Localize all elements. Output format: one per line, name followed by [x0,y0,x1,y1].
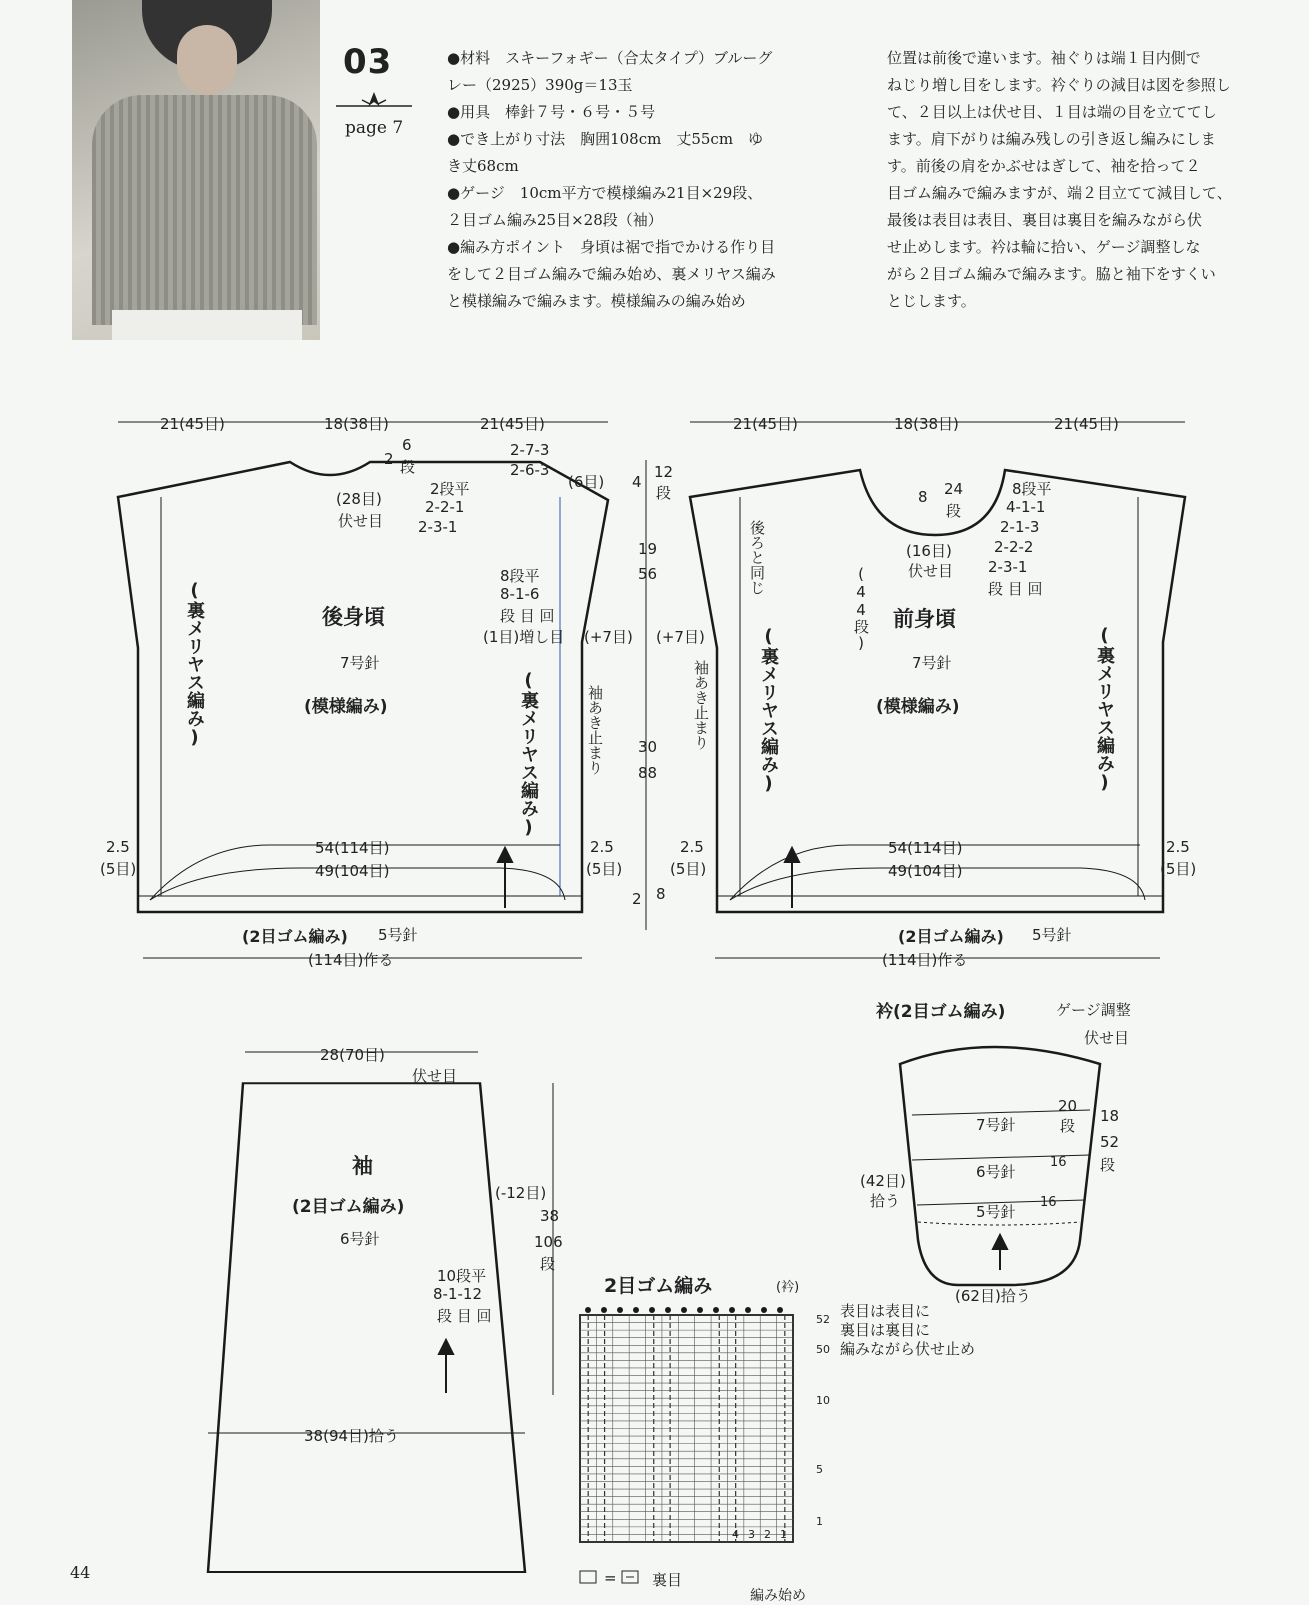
sleeve-top: 28(70目) [320,1046,385,1064]
back-rib-needle: 5号針 [378,926,418,944]
front-dim-mid: 18(38目) [894,415,959,433]
header-line: ねじり増し目をします。衿ぐりの減目は図を参照し [887,76,1231,94]
back-ura-left: (裏メリヤス編み) [184,580,205,748]
back-needle: 7号針 [340,654,380,672]
collar-r16a: 16 [1050,1155,1067,1170]
chart-title: 2目ゴム編み [604,1275,713,1297]
front-dec-3: 2-1-3 [1000,518,1040,536]
collar-pick42b: 拾う [870,1192,901,1210]
center-88: 88 [638,764,658,782]
header-line: ●編み方ポイント 身頃は裾で指でかける作り目 [447,238,776,256]
collar-needle-6: 6号針 [976,1163,1016,1181]
front-dec-5: 2-3-1 [988,558,1028,576]
back-cast: (114目)作る [308,951,394,969]
center-8: 8 [656,885,666,903]
chart-col-1: 1 [780,1528,787,1541]
front-dec-4: 2-2-2 [994,538,1034,556]
header-line: 位置は前後で違います。袖ぐりは端１目内側で [887,49,1201,67]
sleeve-dec-2: 8-1-12 [433,1285,482,1303]
back-neck-fuse: 伏せ目 [338,512,384,530]
sleeve-needle: 6号針 [340,1230,380,1248]
front-neck-dan: 段 [946,502,962,520]
sleeve-bottom: 38(94目)拾う [304,1427,399,1445]
front-needle: 7号針 [912,654,952,672]
back-dim-right: 21(45目) [480,415,545,433]
back-plus7: (+7目) [584,628,633,646]
header-line: ます。肩下がりは編み残しの引き返し編みにしま [887,130,1216,148]
header-line: て、２目以上は伏せ目、１目は端の目を立ててし [887,103,1217,121]
chart-col-4: 4 [732,1528,739,1541]
chart-row-1: 1 [816,1515,823,1528]
sleeve-dec-3: 段 目 回 [437,1307,492,1325]
back-s5r: (5目) [586,860,623,878]
chart-row-5: 5 [816,1463,823,1476]
back-neck-28: (28目) [336,490,382,508]
chart-row-50: 50 [816,1343,830,1356]
sleeve-title: 袖 [352,1154,373,1178]
collar-h18: 18 [1100,1107,1120,1125]
chart-row-10: 10 [816,1394,830,1407]
center-30: 30 [638,738,658,756]
sleeve-h38: 38 [540,1207,560,1225]
front-s5l: (5目) [670,860,707,878]
header-line: をして２目ゴム編みで編み始め、裏メリヤス編み [447,265,776,283]
collar-needle-7: 7号針 [976,1116,1016,1134]
front-s25l: 2.5 [680,838,704,856]
front-neck-fuse: 伏せ目 [908,562,954,580]
front-same: 後ろと同じ [748,520,766,595]
collar-pick42: (42目) [860,1172,906,1190]
center-56: 56 [638,565,658,583]
back-dim-mid: 18(38目) [324,415,389,433]
front-w49: 49(104目) [888,862,963,880]
back-dim-left: 21(45目) [160,415,225,433]
back-neck-2: 2 [384,450,394,468]
collar-fuse: 伏せ目 [1084,1029,1130,1047]
collar-title-sub: ゲージ調整 [1056,1001,1131,1019]
sleeve-fuse: 伏せ目 [412,1067,458,1085]
sleeve-h106: 106 [534,1233,563,1251]
front-pattern: (模様編み) [876,697,960,717]
back-rib: (2目ゴム編み) [242,927,348,946]
sleeve-dec-1: 10段平 [437,1267,487,1285]
chart-row-52: 52 [816,1313,830,1326]
front-dim-left: 21(45目) [733,415,798,433]
header-line: とじします。 [887,292,976,310]
front-neck-16: (16目) [906,542,952,560]
back-shoulder-3: (6目) [568,473,605,491]
back-shoulder-2: 2-6-3 [510,461,550,479]
front-neck-44: (44段) [852,565,870,652]
front-s5r: (5目) [1160,860,1197,878]
chart-legend: 裏目 [652,1571,683,1589]
front-title: 前身頃 [893,607,956,631]
front-rib-needle: 5号針 [1032,926,1072,944]
header-line: ２目ゴム編み25目×28段（袖） [447,211,663,229]
sleeve-hdan: 段 [540,1255,556,1273]
front-w54: 54(114目) [888,839,963,857]
chart-title-sub: (衿) [776,1280,800,1295]
front-dec-2: 4-1-1 [1006,498,1046,516]
sleeve-dec: (-12目) [495,1184,547,1202]
front-neck-8: 8 [918,488,928,506]
chart-legend-eq: = [604,1569,617,1587]
header-line: せ止めします。衿は輪に拾い、ゲージ調整しな [887,238,1201,256]
sleeve-pattern: (2目ゴム編み) [292,1197,405,1217]
back-neck-dec1: 2段平 [430,480,470,498]
back-inc-1: 8段平 [500,567,540,585]
chart-start: 編み始め [750,1588,806,1604]
collar-title: 衿(2目ゴム編み) [876,1002,1006,1022]
front-ura-right: (裏メリヤス編み) [1094,625,1115,793]
header-line: ●ゲージ 10cm平方で模様編み21目×29段、 [447,184,763,202]
header-line: 最後は表目は表目、裏目は裏目を編みながら伏 [887,211,1203,229]
back-inc-2: 8-1-6 [500,585,540,603]
front-dim-right: 21(45目) [1054,415,1119,433]
back-neck-dan: 段 [400,458,416,476]
front-neck-24: 24 [944,480,964,498]
back-inc-3: 段 目 回 [500,607,555,625]
chart-note-1: 表目は表目に [840,1302,931,1320]
front-s25r: 2.5 [1166,838,1190,856]
collar-pick62: (62目)拾う [955,1287,1031,1305]
center-19: 19 [638,540,658,558]
page-ref: page 7 [345,118,404,138]
collar-r16b: 16 [1040,1195,1057,1210]
chart-note-2: 裏目は裏目に [840,1321,931,1339]
collar-needle-5: 5号針 [976,1203,1016,1221]
front-sode: 袖あき止まり [692,660,710,750]
header-line: 目ゴム編みで編みますが、端２目立てて減目して、 [887,184,1232,202]
page-number: 44 [70,1563,91,1582]
center-2: 2 [632,890,642,908]
center-plus7: (+7目) [656,628,705,646]
back-neck-dec2: 2-2-1 [425,498,465,516]
back-s5l: (5目) [100,860,137,878]
front-rib: (2目ゴム編み) [898,927,1004,946]
back-inc-4: (1目)増し目 [483,628,565,646]
header-line: す。前後の肩をかぶせはぎして、袖を拾って２ [887,157,1201,175]
front-ura-left: (裏メリヤス編み) [758,626,779,794]
back-ura-right: (裏メリヤス編み) [518,670,539,838]
collar-r20: 20 [1058,1097,1078,1115]
collar-dan: 段 [1060,1117,1076,1135]
chart-col-3: 3 [748,1528,755,1541]
chart-col-2: 2 [764,1528,771,1541]
back-neck-6: 6 [402,436,412,454]
header-line: ●用具 棒針７号・６号・５号 [447,103,656,121]
collar-hdan: 段 [1100,1156,1116,1174]
center-4: 4 [632,473,642,491]
back-pattern: (模様編み) [304,697,388,717]
back-s25r: 2.5 [590,838,614,856]
back-s25l: 2.5 [106,838,130,856]
header-line: き丈68cm [447,157,519,175]
back-sode: 袖あき止まり [586,685,604,775]
front-dec-6: 段 目 回 [988,580,1043,598]
header-line: ●材料 スキーフォギー（合太タイプ）ブルーグ [447,49,773,67]
collar-h52: 52 [1100,1133,1120,1151]
front-cast: (114目)作る [882,951,968,969]
header-line: がら２目ゴム編みで編みます。脇と袖下をすくい [887,265,1216,283]
header-line: ●でき上がり寸法 胸囲108cm 丈55cm ゆ [447,130,764,148]
back-neck-dec3: 2-3-1 [418,518,458,536]
back-shoulder-1: 2-7-3 [510,441,550,459]
back-title: 後身頃 [322,605,385,629]
center-dan: 段 [656,484,672,502]
header-line: レー（2925）390g＝13玉 [447,76,633,94]
pattern-number: 03 [343,42,393,82]
front-dec-1: 8段平 [1012,480,1052,498]
back-w54: 54(114目) [315,839,390,857]
back-w49: 49(104目) [315,862,390,880]
center-12: 12 [654,463,674,481]
chart-note-3: 編みながら伏せ止め [840,1340,976,1358]
header-line: と模様編みで編みます。模様編みの編み始め [447,292,746,310]
